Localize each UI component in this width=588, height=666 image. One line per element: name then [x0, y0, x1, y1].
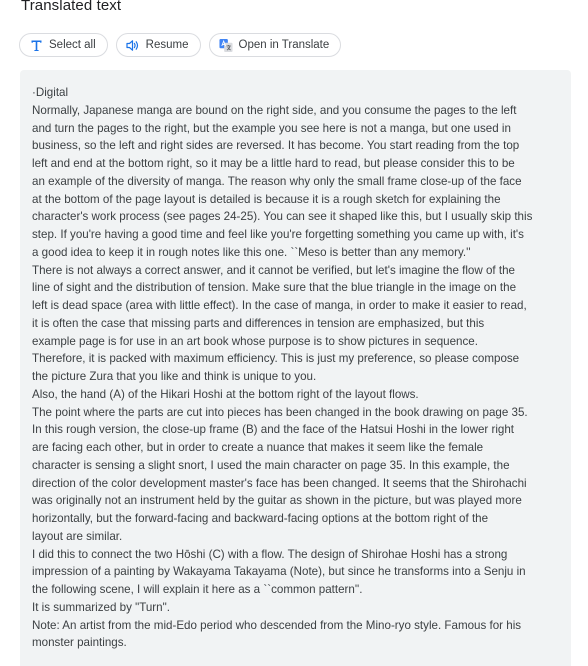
text-line: are facing each other, but in order to create a nuance that makes it seem like the female — [32, 441, 484, 454]
text-line: impression of a painting by Wakayama Takayama (Note), but since he transforms into a Senju in — [32, 565, 526, 579]
text-line: example page is for use in an art book whose purpose is to show pictures in sequence. — [32, 334, 478, 348]
open-in-translate-button[interactable] — [209, 33, 342, 57]
text-line: horizontally, but the forward-facing and backward-facing options at the bottom right of the — [32, 512, 489, 525]
text-format-icon — [29, 38, 43, 52]
google-translate-icon — [219, 38, 233, 52]
translation-toolbar — [19, 33, 341, 57]
text-line: I did this to connect the two Hōshi (C) with a flow. The design of Shirohae Hoshi has a strong — [32, 547, 508, 561]
text-line: Also, the hand (A) of the Hikari Hoshi at the bottom right of the layout flows. — [32, 387, 419, 401]
text-line: a good idea to keep it in rough notes like this one. ``Meso is better than any memory.'' — [32, 245, 471, 259]
text-line: The point where the parts are cut into pieces has been changed in the book drawing on page 35. — [32, 405, 528, 419]
text-line: Normally, Japanese manga are bound on the right side, and you consume the pages to the left — [32, 103, 517, 117]
text-line: an example of the diversity of manga. The reason why only the small frame close-up of the face — [32, 174, 522, 188]
text-line: layout are similar. — [32, 529, 123, 543]
text-line: character is sensing a slight snort, I used the main character on page 35. In this example, the — [32, 458, 510, 472]
resume-button[interactable] — [116, 33, 201, 57]
panel-title: Translated text — [21, 0, 122, 14]
select-all-button[interactable] — [19, 33, 108, 57]
text-line: There is not always a correct answer, and it cannot be verified, but let's imagine the flow of the — [32, 263, 515, 277]
text-line: In this rough version, the close-up frame (B) and the face of the Hatsui Hoshi in the lower right — [32, 423, 515, 437]
text-line: character's work process (see pages 24-25). You can see it shaped like this, but I usually skip this — [32, 210, 533, 224]
text-line: left is dead space (area with little effect). In the case of manga, in order to make it easier to read, — [32, 299, 527, 312]
text-line: and turn the pages to the right, but the example you see here is not a manga, but one used in — [32, 121, 511, 135]
text-line: at the bottom of the page layout is detailed is because it is a rough sketch for explaining the — [32, 192, 501, 206]
text-line: ·Digital — [32, 86, 69, 99]
text-line: Note: An artist from the mid-Edo period who descended from the Mino-ryo style. Famous for his — [32, 618, 522, 632]
text-line: direction of the color development master's face has been changed. It seems that the Shirohachi — [32, 476, 527, 490]
select-all-label: Select all — [49, 39, 96, 51]
translated-text-box[interactable] — [20, 70, 571, 666]
text-line: step. If you're having a good time and feel like you're forgetting something you came up with, it's — [32, 228, 524, 241]
text-line: business, so the left and right sides are reversed. It has become. You start reading from the top — [32, 139, 520, 153]
text-line: left and end at the bottom right, so it may be a little hard to read, but please consider this to be — [32, 157, 515, 170]
text-line: It is summarized by "Turn". — [32, 600, 170, 614]
text-line: the picture Zura that you like and think is unique to you. — [32, 370, 317, 383]
text-line: monster paintings. — [32, 636, 127, 650]
text-line: it is often the case that missing parts and differences in tension are emphasized, but this — [32, 316, 485, 330]
resume-label: Resume — [145, 39, 189, 51]
text-line: was originally not an instrument held by the guitar as shown in the picture, but was played more — [32, 494, 522, 508]
text-line: line of sight and the distribution of tension. Make sure that the blue triangle in the image on the — [32, 281, 517, 295]
speaker-icon — [126, 38, 140, 52]
text-line: the following scene, I will explain it here as a ``common pattern''. — [32, 583, 363, 596]
text-line: Therefore, it is packed with maximum efficiency. This is just my preference, so please compose — [32, 352, 520, 366]
open-in-translate-label: Open in Translate — [238, 39, 330, 51]
